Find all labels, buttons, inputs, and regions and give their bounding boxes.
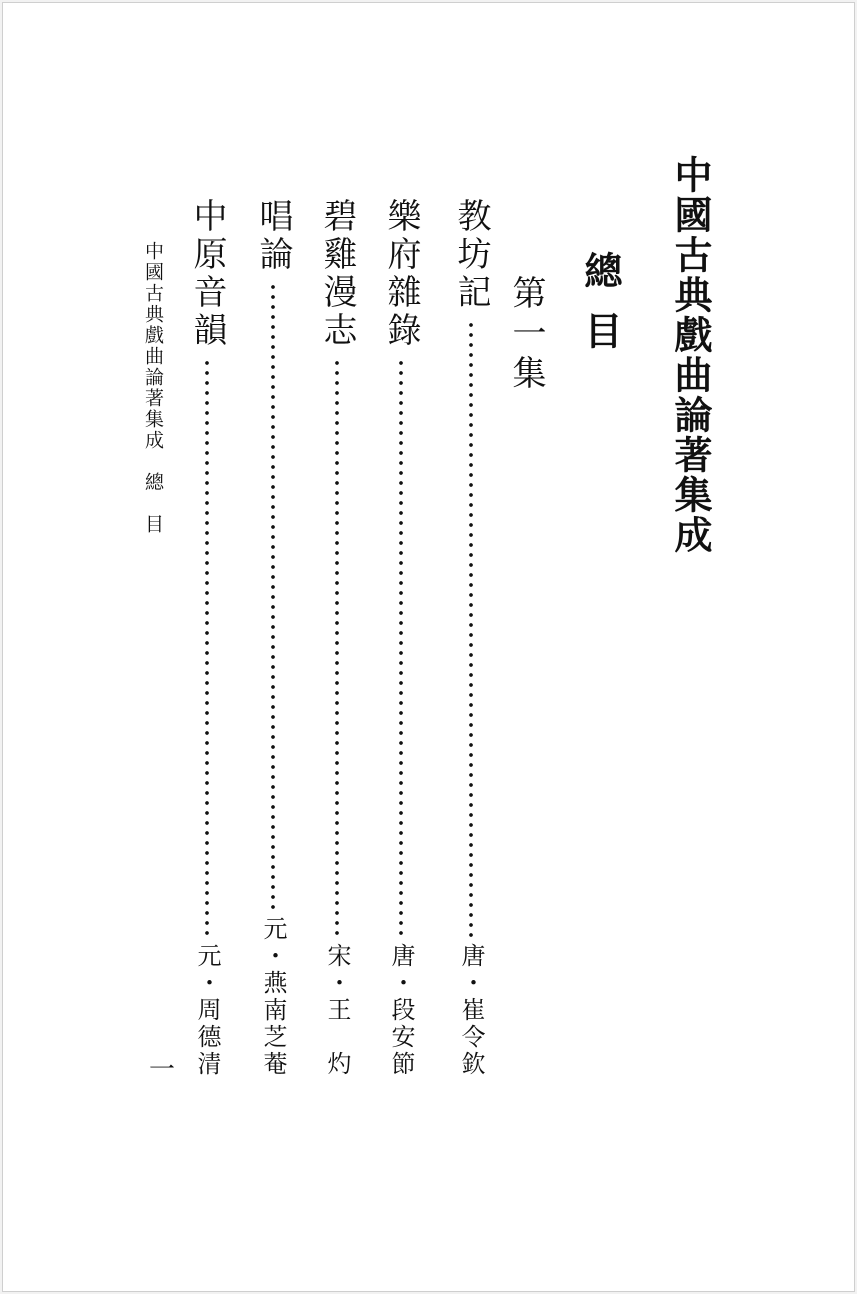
work-title: 碧雞漫志 — [317, 198, 357, 350]
dot-leader — [398, 358, 404, 937]
volume-label: 第一集 — [506, 275, 546, 395]
running-head: 中國古典戲曲論著集成 總 目 — [142, 241, 164, 535]
work-author: 元・周德清 — [193, 943, 221, 1078]
work-title: 教坊記 — [451, 198, 491, 312]
work-title: 中原音韻 — [187, 198, 227, 350]
work-title: 樂府雜錄 — [381, 198, 421, 350]
toc-entry — [449, 198, 493, 1078]
toc-entry — [185, 198, 229, 1078]
work-author: 元・燕南芝菴 — [259, 916, 287, 1078]
toc-entry — [251, 198, 295, 1078]
dot-leader — [468, 320, 474, 937]
toc-entry — [315, 198, 359, 1078]
dot-leader — [334, 358, 340, 937]
page-number: 一 — [149, 1055, 176, 1085]
work-title: 唱論 — [253, 198, 293, 274]
dot-leader — [204, 358, 210, 937]
work-author: 宋・王 灼 — [323, 943, 351, 1078]
table-of-contents-heading: 總目 — [578, 251, 623, 371]
toc-entry — [379, 198, 423, 1078]
dot-leader — [270, 282, 276, 910]
work-author: 唐・崔令欽 — [457, 943, 485, 1078]
book-title: 中國古典戲曲論著集成 — [668, 155, 713, 555]
book-page — [2, 2, 855, 1292]
work-author: 唐・段安節 — [387, 943, 415, 1078]
